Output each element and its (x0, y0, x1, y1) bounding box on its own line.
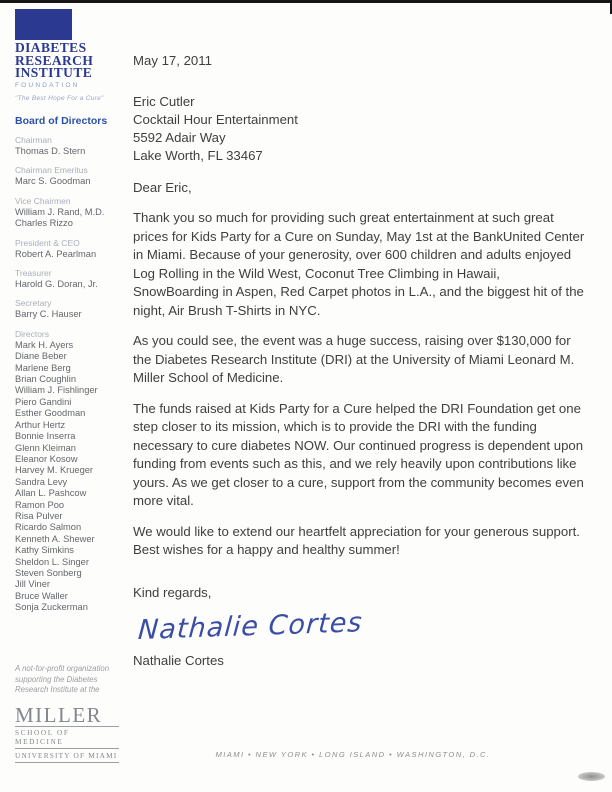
board-member-name: Sheldon L. Singer (15, 556, 89, 567)
board-member-name: Eleanor Kosow (15, 453, 78, 464)
board-group-title: Chairman (15, 135, 52, 145)
letter-date: May 17, 2011 (133, 53, 212, 68)
board-member-name: Robert A. Pearlman (15, 248, 97, 259)
logo-text-diabetes: DIABETES (15, 40, 87, 55)
university-of-miami-text: UNIVERSITY OF MIAMI (15, 749, 119, 763)
board-member-name: William J. Rand, M.D. (15, 206, 105, 217)
board-group (15, 196, 127, 230)
signature-text: Nathalie Cortes (137, 607, 364, 647)
board-member-name: Ricardo Salmon (15, 522, 82, 533)
handwritten-signature (133, 606, 585, 654)
recipient-address-line: Cocktail Hour Entertainment (133, 111, 298, 127)
board-group (15, 135, 127, 157)
board-group-title: President & CEO (15, 237, 80, 248)
board-heading: Board of Directors (15, 115, 108, 127)
board-member-name: William J. Fishlinger (15, 385, 98, 396)
board-member-name: Thomas D. Stern (15, 146, 86, 156)
board-member-name: Allan L. Pashcow (15, 488, 87, 499)
school-of-medicine-text: SCHOOL OF MEDICINE (15, 726, 119, 749)
closing: Kind regards, (133, 584, 212, 600)
logo-tagline: "The Best Hope For a Cure" (15, 94, 104, 102)
logo-text-foundation: FOUNDATION (15, 81, 80, 89)
nonprofit-text-line: Research Institute at the (15, 685, 100, 694)
board-member-name: Kathy Simkins (15, 545, 74, 556)
board-group-title: Chairman Emeritus (15, 165, 88, 176)
board-member-name: Steven Sonberg (15, 567, 82, 578)
footer-cities-text: MIAMI • NEW YORK • LONG ISLAND • WASHINGTON, D.C. (215, 750, 491, 759)
board-member-name: Kenneth A. Shewer (15, 533, 95, 544)
board-member-name: Piero Gandini (15, 396, 72, 407)
board-member-name: Brian Coughlin (15, 374, 76, 385)
board-member-name: Barry C. Hauser (15, 309, 82, 320)
recipient-address-line: 5592 Adair Way (133, 129, 226, 145)
board-group-title: Treasurer (15, 268, 52, 279)
board-groups (15, 135, 127, 614)
recipient-address-line: Eric Cutler (133, 93, 195, 109)
board-member-name: Bonnie Inserra (15, 431, 76, 442)
board-group (15, 298, 127, 320)
board-member-name: Diane Beber (15, 351, 67, 362)
board-group-title: Secretary (15, 298, 52, 309)
logo-text-institute: INSTITUTE (15, 65, 93, 80)
board-of-directors-list (15, 115, 127, 614)
logo-text-research: RESEARCH (15, 52, 94, 68)
nonprofit-text (15, 664, 130, 696)
scan-artifact-mark (578, 772, 605, 781)
board-member-name: Harold G. Doran, Jr. (15, 279, 98, 290)
footer-cities (133, 750, 573, 759)
nonprofit-text-line: A not-for-profit organization (15, 664, 110, 673)
letter-paragraph: We would like to extend our heartfelt appreciation for your generous support. Best wishes for a happy and healthy summer! (133, 523, 580, 557)
miller-logo-text: MILLER (15, 702, 103, 727)
letter-body (133, 0, 585, 671)
board-member-name: Bruce Waller (15, 590, 68, 601)
salutation: Dear Eric, (133, 179, 192, 195)
board-member-name: Esther Goodman (15, 408, 86, 419)
dri-foundation-logo (15, 9, 127, 102)
dri-logo-mark (15, 9, 72, 40)
board-member-name: Arthur Hertz (15, 419, 66, 430)
board-member-name: Sonja Zuckerman (15, 602, 88, 613)
board-member-name: Harvey M. Krueger (15, 465, 94, 476)
board-group-title: Vice Chairmen (15, 195, 71, 206)
nonprofit-text-line: supporting the Diabetes (15, 674, 98, 684)
board-member-name: Ramon Poo (15, 499, 65, 510)
board-group (15, 329, 127, 614)
board-member-name: Jill Viner (15, 579, 50, 590)
board-group (15, 268, 127, 290)
recipient-address-line: Lake Worth, FL 33467 (133, 147, 263, 163)
board-member-name: Risa Pulver (15, 510, 63, 521)
typed-signature-name: Nathalie Cortes (133, 653, 224, 668)
board-member-name: Mark H. Ayers (15, 339, 74, 350)
letter-paragraph: The funds raised at Kids Party for a Cure helped the DRI Foundation get one step closer to its mission, which is to provide the DRI with the funding necessary to cure diabetes NOW. Our continued progress is dependent upon funding from events such as this, and we rely heavily upon contributions like yours. As we get closer to a cure, support from the community becomes even more vital. (133, 400, 584, 508)
board-member-name: Sandra Levy (15, 476, 68, 487)
letter-paragraphs (133, 209, 585, 560)
board-group (15, 165, 127, 187)
board-group (15, 238, 127, 260)
board-member-name: Charles Rizzo (15, 218, 73, 229)
board-member-name: Marlene Berg (15, 362, 71, 373)
letter-paragraph: As you could see, the event was a huge success, raising over $130,000 for the Diabetes Research Institute (DRI) at the University of Miami Leonard M. Miller School of Medicine. (133, 333, 575, 385)
board-group-title: Directors (15, 328, 50, 339)
board-member-name: Glenn Kleiman (15, 442, 76, 453)
board-member-name: Marc S. Goodman (15, 176, 91, 187)
letter-paragraph: Thank you so much for providing such great entertainment at such great prices for Kids Party for a Cure on Sunday, May 1st at the BankUnited Center in Miami. Because of your generosity, over 600 children and adults enjoyed Log Rolling in the Wild West, Coconut Tree Climbing in Hawaii, SnowBoarding in Aspen, Red Carpet photos in L.A., and the biggest hit of the night, Air Brush T-Shirts in NYC. (133, 210, 585, 318)
nonprofit-block (15, 664, 130, 763)
recipient-address (133, 93, 585, 165)
